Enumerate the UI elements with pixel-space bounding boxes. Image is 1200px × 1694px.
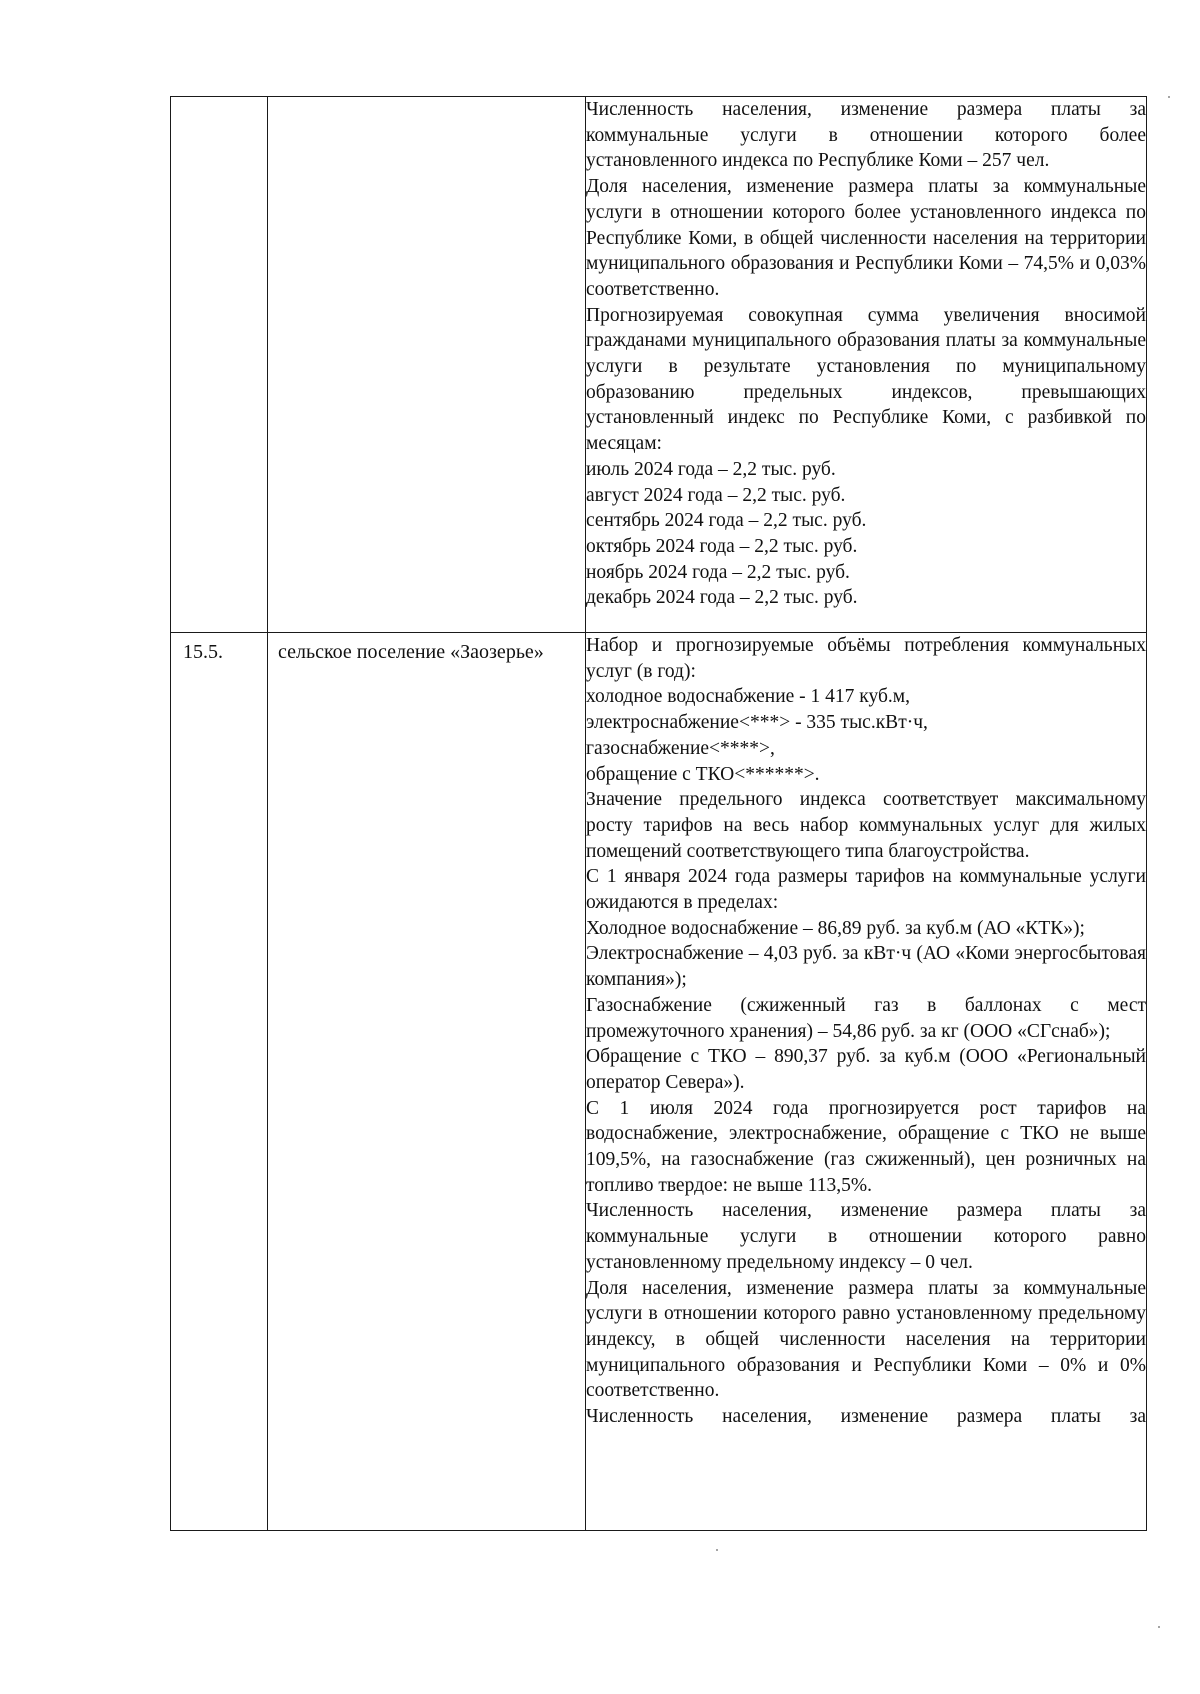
paragraph: газоснабжение<****>,	[586, 737, 775, 759]
row-number-cell	[171, 97, 268, 633]
paragraph: Численность населения, изменение размера платы за	[586, 1406, 1146, 1428]
paragraph: Обращение с ТКО – 890,37 руб. за куб.м (ООО «Региональный оператор Севера»).	[586, 1046, 1146, 1093]
paragraph: октябрь 2024 года – 2,2 тыс. руб.	[586, 535, 858, 557]
tariff-table	[170, 96, 1147, 1531]
paragraph: Холодное водоснабжение – 86,89 руб. за куб.м (АО «КТК»);	[586, 917, 1085, 939]
municipality-cell	[268, 97, 586, 633]
paragraph: электроснабжение<***> - 335 тыс.кВт·ч,	[586, 712, 928, 734]
paragraph: Электроснабжение – 4,03 руб. за кВт·ч (АО «Коми энергосбытовая компания»);	[586, 943, 1146, 991]
paragraph: обращение с ТКО<******>.	[586, 763, 820, 785]
paragraph: Численность населения, изменение размера платы за коммунальные услуги в отношении которого более установленного индекса по Республике Коми – 257 чел.	[586, 99, 1146, 172]
municipality-name	[268, 97, 585, 105]
paragraph: сентябрь 2024 года – 2,2 тыс. руб.	[586, 510, 867, 532]
scan-speck	[716, 1549, 718, 1551]
paragraph: Газоснабжение (сжиженный газ в баллонах с мест промежуточного хранения) – 54,86 руб. за кг (ООО «СГснаб»);	[586, 994, 1146, 1042]
description-cell	[586, 97, 1147, 633]
paragraph: Доля населения, изменение размера платы за коммунальные услуги в отношении которого равно установленному предельному индексу, в общей численности населения на территории муниципального образования и Республики Коми – 0% и 0% соответственно.	[586, 1277, 1146, 1402]
paragraph: Доля населения, изменение размера платы за коммунальные услуги в отношении которого более установленного индекса по Республике Коми, в общей численности населения на территории муниципального образования и Республики Коми – 74,5% и 0,03% соответственно.	[586, 176, 1146, 300]
scan-speck	[1158, 1626, 1160, 1628]
description-cell	[586, 633, 1147, 1531]
table-row	[171, 97, 1147, 633]
scan-speck	[1168, 96, 1170, 98]
municipality-name: сельское поселение «Заозерье»	[278, 641, 544, 663]
row-number	[171, 97, 267, 105]
paragraph: июль 2024 года – 2,2 тыс. руб.	[586, 458, 836, 480]
table-row	[171, 633, 1147, 1531]
row-number: 15.5.	[183, 641, 223, 663]
paragraph: Численность населения, изменение размера платы за коммунальные услуги в отношении которого равно установленному предельному индексу – 0 чел.	[586, 1200, 1146, 1273]
paragraph: декабрь 2024 года – 2,2 тыс. руб.	[586, 587, 858, 609]
paragraph: Значение предельного индекса соответствует максимальному росту тарифов на весь набор коммунальных услуг для жилых помещений соответствующего типа благоустройства.	[586, 789, 1146, 862]
paragraph: С 1 января 2024 года размеры тарифов на коммунальные услуги ожидаются в пределах:	[586, 866, 1146, 914]
paragraph: август 2024 года – 2,2 тыс. руб.	[586, 484, 846, 506]
paragraph: ноябрь 2024 года – 2,2 тыс. руб.	[586, 561, 850, 583]
paragraph: Прогнозируемая совокупная сумма увеличения вносимой гражданами муниципального образования платы за коммунальные услуги в результате установления по муниципальному образованию предельных индексов, превышающих установленный индекс по Республике Коми, с разбивкой по месяцам:	[586, 304, 1146, 455]
paragraph: Набор и прогнозируемые объёмы потребления коммунальных услуг (в год):	[586, 635, 1146, 682]
municipality-cell	[268, 633, 586, 1531]
paragraph: С 1 июля 2024 года прогнозируется рост тарифов на водоснабжение, электроснабжение, обращение с ТКО не выше 109,5%, на газоснабжение (газ сжиженный), цен розничных на топливо твердое: не выше 113,5%.	[586, 1097, 1146, 1196]
row-number-cell	[171, 633, 268, 1531]
paragraph: холодное водоснабжение - 1 417 куб.м,	[586, 686, 910, 708]
